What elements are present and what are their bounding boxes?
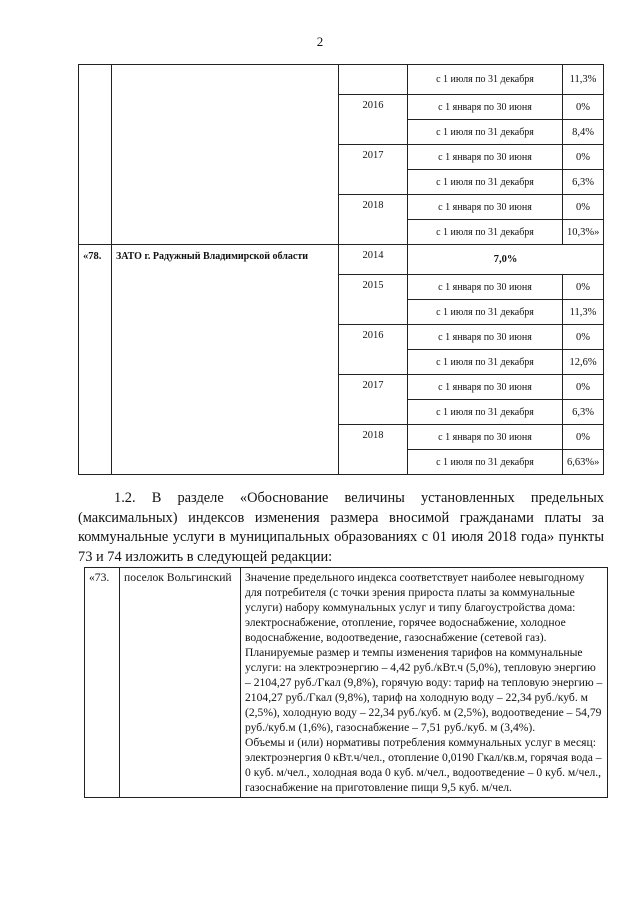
table-row <box>79 65 604 95</box>
period-cell: с 1 января по 30 июня <box>408 275 563 300</box>
index-value-cell: 0% <box>563 425 604 450</box>
period-cell: с 1 июля по 31 декабря <box>408 350 563 375</box>
table-row <box>85 568 608 798</box>
year-cell: 2016 <box>339 95 408 145</box>
row-number-cell: «73. <box>85 568 120 798</box>
period-cell: с 1 января по 30 июня <box>408 145 563 170</box>
row-number-cell: «78. <box>79 245 112 475</box>
index-value-cell: 0% <box>563 195 604 220</box>
year-cell: 2017 <box>339 145 408 195</box>
year-cell: 2015 <box>339 275 408 325</box>
period-cell: с 1 января по 30 июня <box>408 325 563 350</box>
justification-paragraph: Объемы и (или) нормативы потребления коммунальных услуг в месяц: электроэнергия 0 кВт.ч/чел., отопление 0,0190 Гкал/кв.м, горячая вода – 0 куб. м/чел., холодная вода 0 куб. м/чел., водоотведение – 0 куб. м/чел., газоснабжение на приготовление пищи 9,5 куб. м/чел. <box>245 736 602 794</box>
index-value-cell: 0% <box>563 275 604 300</box>
period-cell: с 1 января по 30 июня <box>408 375 563 400</box>
index-value-cell: 0% <box>563 145 604 170</box>
justification-paragraph: Значение предельного индекса соответствует наиболее невыгодному для потребителя (с точки зрения прироста платы за коммунальные услуги) набору коммунальных услуг и типу благоустройства дома: электроснабжение, отопление, горячее водоснабжение, холодное водоснабжение, водоотведение, газоснабжение (сетевой газ). <box>245 571 585 644</box>
justification-paragraph: Планируемые размер и темпы изменения тарифов на коммунальные услуги: на электроэнергию – 4,42 руб./кВт.ч (5,0%), тепловую энергию – 2104,27 руб./Гкал (9,8%), горячую воду: тариф на тепловую энергию – 2104,27 руб./Гкал (9,8%), тариф на холодную воду – 22,34 руб./куб. м (2,5%), холодную воду – 22,34 руб./куб. м (2,5%), водоотведение – 54,79 руб./куб.м (1,6%), газоснабжение – 7,51 руб./куб. м (3,4%). <box>245 646 603 734</box>
index-value-cell: 0% <box>563 375 604 400</box>
tariff-table <box>78 64 604 475</box>
index-value-cell: 0% <box>563 95 604 120</box>
index-value-cell: 6,63%» <box>563 450 604 475</box>
period-cell: с 1 июля по 31 декабря <box>408 220 563 245</box>
period-cell: с 1 июля по 31 декабря <box>408 400 563 425</box>
year-cell: 2017 <box>339 375 408 425</box>
period-cell: с 1 января по 30 июня <box>408 195 563 220</box>
row-number-cell <box>79 65 112 245</box>
year-cell: 2018 <box>339 425 408 475</box>
index-value-cell: 8,4% <box>563 120 604 145</box>
justification-cell <box>241 568 608 798</box>
municipality-cell: поселок Вольгинский <box>120 568 241 798</box>
table-row <box>79 245 604 275</box>
index-value-cell: 10,3%» <box>563 220 604 245</box>
index-value-cell: 6,3% <box>563 400 604 425</box>
details-table <box>84 567 608 798</box>
year-cell <box>339 65 408 95</box>
year-cell: 2016 <box>339 325 408 375</box>
year-cell: 2018 <box>339 195 408 245</box>
period-cell: с 1 января по 30 июня <box>408 95 563 120</box>
index-value-cell: 11,3% <box>563 65 604 95</box>
period-cell: с 1 января по 30 июня <box>408 425 563 450</box>
period-cell: с 1 июля по 31 декабря <box>408 65 563 95</box>
index-value-cell: 11,3% <box>563 300 604 325</box>
amendment-paragraph <box>78 489 604 567</box>
year-cell: 2014 <box>339 245 408 275</box>
index-value-cell: 0% <box>563 325 604 350</box>
period-cell: с 1 июля по 31 декабря <box>408 120 563 145</box>
municipality-cell <box>112 65 339 245</box>
page-number: 2 <box>316 34 324 49</box>
period-cell: с 1 июля по 31 декабря <box>408 170 563 195</box>
index-value-cell: 12,6% <box>563 350 604 375</box>
municipality-cell: ЗАТО г. Радужный Владимирской области <box>112 245 339 475</box>
amendment-paragraph-text: 1.2. В разделе «Обоснование величины установленных предельных (максимальных) индексов изменения размера вносимой гражданами платы за коммунальные услуги в муниципальных образованиях с 01 июля 2018 года» пункты 73 и 74 изложить в следующей редакции: <box>78 490 604 565</box>
index-value-cell: 7,0% <box>408 245 604 275</box>
index-value-cell: 6,3% <box>563 170 604 195</box>
period-cell: с 1 июля по 31 декабря <box>408 450 563 475</box>
period-cell: с 1 июля по 31 декабря <box>408 300 563 325</box>
